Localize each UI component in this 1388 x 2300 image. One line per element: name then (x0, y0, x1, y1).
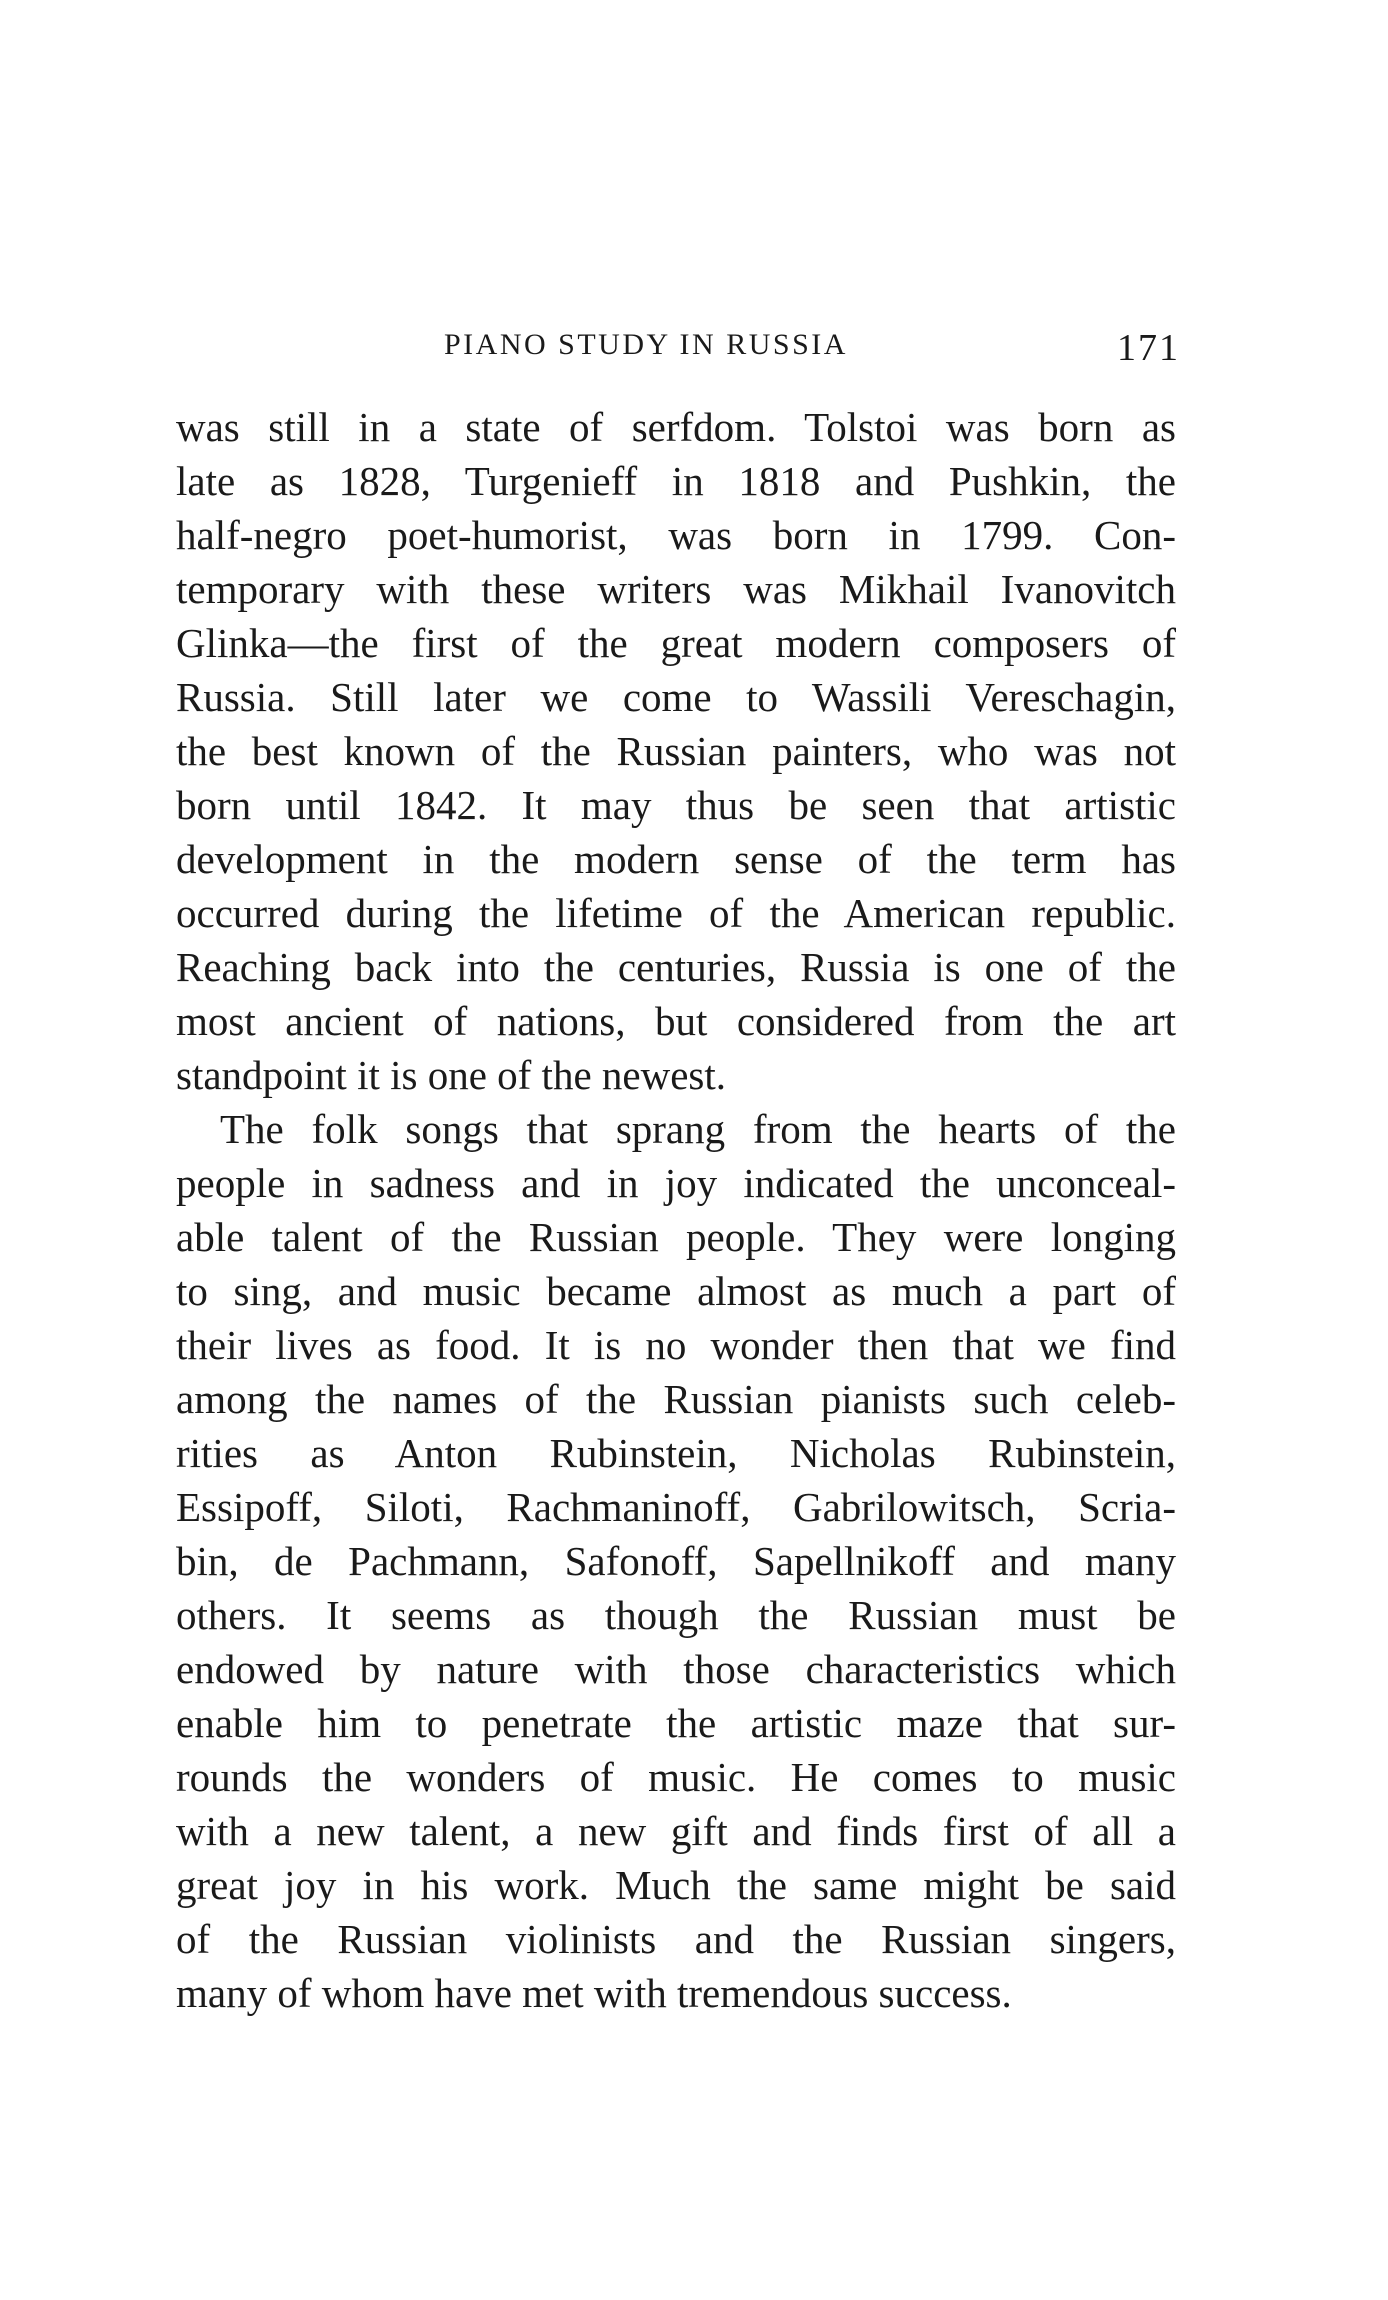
text-line: late as 1828, Turgenieff in 1818 and Pushkin, the (176, 458, 1176, 504)
text-line: bin, de Pachmann, Safonoff, Sapellnikoff and many (176, 1538, 1176, 1584)
text-line: Glinka—the first of the great modern composers of (176, 620, 1176, 666)
text-line: standpoint it is one of the newest. (176, 1052, 726, 1098)
text-line: great joy in his work. Much the same might be said (176, 1862, 1176, 1908)
text-line: born until 1842. It may thus be seen that artistic (176, 782, 1176, 828)
text-line: The folk songs that sprang from the hearts of the (220, 1106, 1176, 1152)
text-line: enable him to penetrate the artistic maze that sur- (176, 1700, 1176, 1746)
text-line: most ancient of nations, but considered from the art (176, 998, 1176, 1044)
text-line: of the Russian violinists and the Russian singers, (176, 1916, 1176, 1962)
text-line: Essipoff, Siloti, Rachmaninoff, Gabrilowitsch, Scria- (176, 1484, 1176, 1530)
text-line: Reaching back into the centuries, Russia is one of the (176, 944, 1176, 990)
text-line: the best known of the Russian painters, who was not (176, 728, 1176, 774)
text-line: was still in a state of serfdom. Tolstoi was born as (176, 404, 1176, 450)
running-head (176, 326, 1194, 376)
text-line: development in the modern sense of the term has (176, 836, 1176, 882)
text-line: rounds the wonders of music. He comes to music (176, 1754, 1176, 1800)
text-line: many of whom have met with tremendous success. (176, 1970, 1012, 2016)
body-text (176, 400, 1176, 2020)
running-title: PIANO STUDY IN RUSSIA (444, 328, 848, 361)
text-line: their lives as food. It is no wonder then that we find (176, 1322, 1176, 1368)
text-line: others. It seems as though the Russian must be (176, 1592, 1176, 1638)
text-line: rities as Anton Rubinstein, Nicholas Rubinstein, (176, 1430, 1176, 1476)
paragraph-1 (176, 400, 1176, 1102)
text-line: able talent of the Russian people. They were longing (176, 1214, 1176, 1260)
page-number: 171 (1117, 327, 1180, 369)
text-line: half-negro poet-humorist, was born in 1799. Con- (176, 512, 1176, 558)
text-line: endowed by nature with those characteristics which (176, 1646, 1176, 1692)
text-line: Russia. Still later we come to Wassili Vereschagin, (176, 674, 1176, 720)
text-line: people in sadness and in joy indicated the unconceal- (176, 1160, 1176, 1206)
paragraph-2 (176, 1102, 1176, 2020)
text-line: among the names of the Russian pianists such celeb- (176, 1376, 1176, 1422)
text-line: to sing, and music became almost as much a part of (176, 1268, 1176, 1314)
text-line: occurred during the lifetime of the American republic. (176, 890, 1176, 936)
text-line: temporary with these writers was Mikhail Ivanovitch (176, 566, 1176, 612)
text-line: with a new talent, a new gift and finds first of all a (176, 1808, 1176, 1854)
